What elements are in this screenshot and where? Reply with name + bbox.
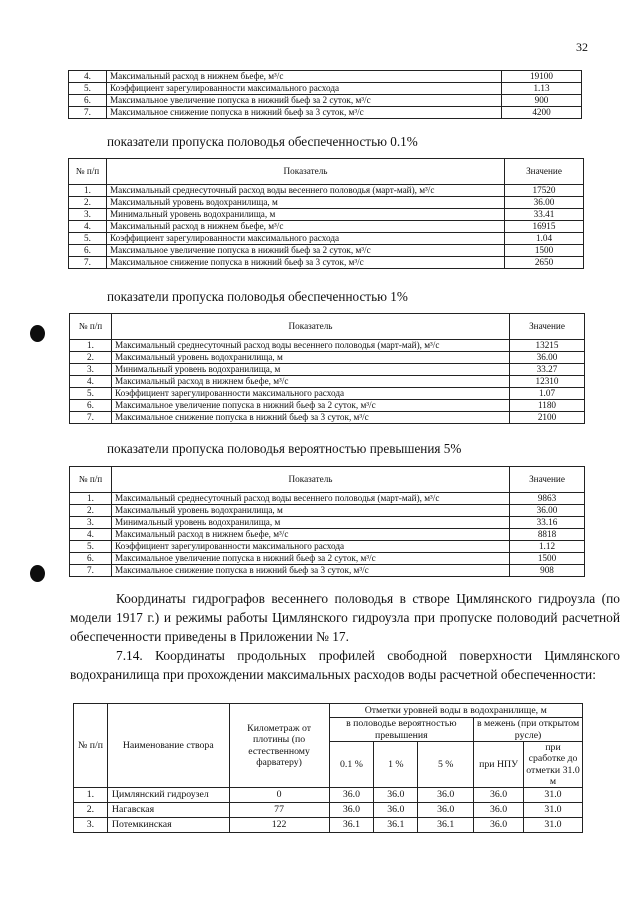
- header-num: № п/п: [70, 467, 112, 493]
- header-num: № п/п: [69, 159, 107, 185]
- row-label: Коэффициент зарегулированности максимального расхода: [107, 83, 502, 95]
- table-profiles: [73, 703, 583, 833]
- row-label: Минимальный уровень водохранилища, м: [112, 364, 510, 376]
- row-label: Максимальный среднесуточный расход воды весеннего половодья (март-май), м³/с: [112, 340, 510, 352]
- row-value: 1500: [510, 553, 585, 565]
- row-p1: 36.1: [374, 818, 418, 833]
- row-num: 2.: [69, 197, 107, 209]
- row-num: 4.: [69, 71, 107, 83]
- row-value: 36.00: [510, 505, 585, 517]
- row-value: 2650: [505, 257, 584, 269]
- header-value: Значение: [510, 467, 585, 493]
- row-label: Минимальный уровень водохранилища, м: [112, 517, 510, 529]
- row-value: 8818: [510, 529, 585, 541]
- row-label: Максимальный уровень водохранилища, м: [107, 197, 505, 209]
- header-npu: при НПУ: [474, 742, 524, 788]
- row-npu: 36.0: [474, 803, 524, 818]
- table-row: [70, 493, 585, 505]
- table-row: [70, 541, 585, 553]
- paragraph-7-14: 7.14. Координаты продольных профилей свободной поверхности Цимлянского водохранилища при прохождении максимальных расходов воды расчетной обеспеченности:: [70, 648, 620, 682]
- header-label: Показатель: [112, 467, 510, 493]
- header-num: № п/п: [74, 704, 108, 788]
- row-num: 7.: [69, 107, 107, 119]
- table-row: [74, 803, 583, 818]
- row-num: 3.: [74, 818, 108, 833]
- table-row: [69, 209, 584, 221]
- row-value: 2100: [510, 412, 585, 424]
- table-row: [70, 388, 585, 400]
- row-p1: 36.0: [374, 803, 418, 818]
- table-row: [70, 565, 585, 577]
- row-num: 2.: [70, 505, 112, 517]
- table-row: [74, 788, 583, 803]
- row-value: 33.16: [510, 517, 585, 529]
- row-value: 1.04: [505, 233, 584, 245]
- row-value: 1.12: [510, 541, 585, 553]
- table-row: [70, 412, 585, 424]
- row-num: 6.: [69, 95, 107, 107]
- row-num: 5.: [70, 541, 112, 553]
- row-value: 36.00: [510, 352, 585, 364]
- row-label: Максимальный среднесуточный расход воды весеннего половодья (март-май), м³/с: [112, 493, 510, 505]
- row-value: 9863: [510, 493, 585, 505]
- row-label: Максимальное увеличение попуска в нижний бьеф за 2 суток, м³/с: [107, 95, 502, 107]
- table-section1: [68, 158, 584, 269]
- row-num: 4.: [69, 221, 107, 233]
- row-name: Цимлянский гидроузел: [107, 788, 229, 803]
- row-p5: 36.0: [418, 803, 474, 818]
- row-num: 6.: [69, 245, 107, 257]
- row-num: 2.: [74, 803, 108, 818]
- row-value: 1180: [510, 400, 585, 412]
- table-row: [69, 233, 584, 245]
- row-num: 2.: [70, 352, 112, 364]
- table-row: [69, 83, 582, 95]
- table-row: [70, 400, 585, 412]
- table-row: [70, 529, 585, 541]
- row-label: Максимальное увеличение попуска в нижний бьеф за 2 суток, м³/с: [107, 245, 505, 257]
- header-km: Километраж от плотины (по естественному фарватеру): [229, 704, 329, 788]
- row-label: Максимальный уровень водохранилища, м: [112, 352, 510, 364]
- row-label: Максимальное снижение попуска в нижний бьеф за 3 суток, м³/с: [107, 257, 505, 269]
- row-value: 1500: [505, 245, 584, 257]
- header-lowwater: в межень (при открытом русле): [474, 718, 583, 742]
- row-num: 5.: [69, 83, 107, 95]
- row-value: 33.41: [505, 209, 584, 221]
- row-value: 1.13: [502, 83, 582, 95]
- row-p01: 36.0: [329, 803, 374, 818]
- row-label: Максимальное увеличение попуска в нижний бьеф за 2 суток, м³/с: [112, 400, 510, 412]
- row-km: 122: [229, 818, 329, 833]
- row-label: Максимальное снижение попуска в нижний бьеф за 3 суток, м³/с: [112, 565, 510, 577]
- row-label: Максимальный расход в нижнем бьефе, м³/с: [107, 71, 502, 83]
- row-label: Максимальный среднесуточный расход воды весеннего половодья (март-май), м³/с: [107, 185, 505, 197]
- table-row: [69, 245, 584, 257]
- row-num: 7.: [69, 257, 107, 269]
- table-row: [69, 221, 584, 233]
- table-row: [70, 517, 585, 529]
- header-label: Показатель: [107, 159, 505, 185]
- row-label: Максимальный расход в нижнем бьефе, м³/с: [112, 529, 510, 541]
- row-num: 7.: [70, 565, 112, 577]
- table-row: [70, 340, 585, 352]
- table-row: [69, 71, 582, 83]
- row-label: Максимальное увеличение попуска в нижний бьеф за 2 суток, м³/с: [112, 553, 510, 565]
- row-value: 33.27: [510, 364, 585, 376]
- row-km: 77: [229, 803, 329, 818]
- punch-hole: [30, 325, 45, 342]
- row-km: 0: [229, 788, 329, 803]
- row-label: Коэффициент зарегулированности максимального расхода: [112, 388, 510, 400]
- table-row: [70, 553, 585, 565]
- section-heading-1: показатели пропуска половодья обеспеченностью 1%: [107, 289, 408, 304]
- row-p01: 36.1: [329, 818, 374, 833]
- row-value: 17520: [505, 185, 584, 197]
- table-row: [70, 364, 585, 376]
- row-num: 3.: [69, 209, 107, 221]
- table-row: [74, 818, 583, 833]
- row-label: Коэффициент зарегулированности максимального расхода: [107, 233, 505, 245]
- table-row: [69, 257, 584, 269]
- table-row: [69, 95, 582, 107]
- row-num: 6.: [70, 553, 112, 565]
- table-section2: [69, 313, 585, 424]
- header-flood: в половодье вероятностью превышения: [329, 718, 474, 742]
- row-label: Коэффициент зарегулированности максимального расхода: [112, 541, 510, 553]
- row-num: 3.: [70, 364, 112, 376]
- row-num: 1.: [69, 185, 107, 197]
- row-drawdown: 31.0: [524, 803, 583, 818]
- row-label: Максимальное снижение попуска в нижний бьеф за 3 суток, м³/с: [107, 107, 502, 119]
- table-row: [69, 107, 582, 119]
- table-section3: [69, 466, 585, 577]
- header-p1: 1 %: [374, 742, 418, 788]
- header-name: Наименование створа: [107, 704, 229, 788]
- table-row: [70, 376, 585, 388]
- row-value: 900: [502, 95, 582, 107]
- paragraph-hydrographs: Координаты гидрографов весеннего половодья в створе Цимлянского гидроузла (по модели 1917 г.) и режимы работы Цимлянского гидроузла при пропуске половодий расчетной обеспеченности приведены в Приложении № 17.: [70, 591, 620, 644]
- header-num: № п/п: [70, 314, 112, 340]
- header-value: Значение: [505, 159, 584, 185]
- row-p01: 36.0: [329, 788, 374, 803]
- row-value: 1.07: [510, 388, 585, 400]
- row-p1: 36.0: [374, 788, 418, 803]
- header-label: Показатель: [112, 314, 510, 340]
- row-name: Нагавская: [107, 803, 229, 818]
- row-num: 1.: [70, 340, 112, 352]
- row-name: Потемкинская: [107, 818, 229, 833]
- row-num: 5.: [69, 233, 107, 245]
- section-heading-0-1: показатели пропуска половодья обеспеченностью 0.1%: [107, 134, 418, 149]
- row-num: 1.: [74, 788, 108, 803]
- row-p5: 36.1: [418, 818, 474, 833]
- row-value: 19100: [502, 71, 582, 83]
- header-levels: Отметки уровней воды в водохранилище, м: [329, 704, 583, 718]
- row-label: Минимальный уровень водохранилища, м: [107, 209, 505, 221]
- row-drawdown: 31.0: [524, 818, 583, 833]
- section-heading-5: показатели пропуска половодья вероятностью превышения 5%: [107, 441, 462, 456]
- row-value: 13215: [510, 340, 585, 352]
- row-label: Максимальный расход в нижнем бьефе, м³/с: [107, 221, 505, 233]
- row-value: 36.00: [505, 197, 584, 209]
- header-p01: 0.1 %: [329, 742, 374, 788]
- header-value: Значение: [510, 314, 585, 340]
- row-npu: 36.0: [474, 788, 524, 803]
- row-num: 5.: [70, 388, 112, 400]
- row-num: 1.: [70, 493, 112, 505]
- table-row: [69, 197, 584, 209]
- page-number: 32: [576, 40, 588, 54]
- row-num: 4.: [70, 376, 112, 388]
- table-top: [68, 70, 582, 119]
- row-label: Максимальный расход в нижнем бьефе, м³/с: [112, 376, 510, 388]
- header-p5: 5 %: [418, 742, 474, 788]
- punch-hole: [30, 565, 45, 582]
- table-row: [69, 185, 584, 197]
- row-value: 4200: [502, 107, 582, 119]
- row-drawdown: 31.0: [524, 788, 583, 803]
- row-p5: 36.0: [418, 788, 474, 803]
- table-row: [70, 505, 585, 517]
- row-num: 4.: [70, 529, 112, 541]
- row-label: Максимальный уровень водохранилища, м: [112, 505, 510, 517]
- row-num: 6.: [70, 400, 112, 412]
- row-value: 16915: [505, 221, 584, 233]
- row-value: 12310: [510, 376, 585, 388]
- row-label: Максимальное снижение попуска в нижний бьеф за 3 суток, м³/с: [112, 412, 510, 424]
- row-npu: 36.0: [474, 818, 524, 833]
- table-row: [70, 352, 585, 364]
- row-num: 7.: [70, 412, 112, 424]
- row-num: 3.: [70, 517, 112, 529]
- header-drawdown: при сработке до отметки 31.0 м: [524, 742, 583, 788]
- row-value: 908: [510, 565, 585, 577]
